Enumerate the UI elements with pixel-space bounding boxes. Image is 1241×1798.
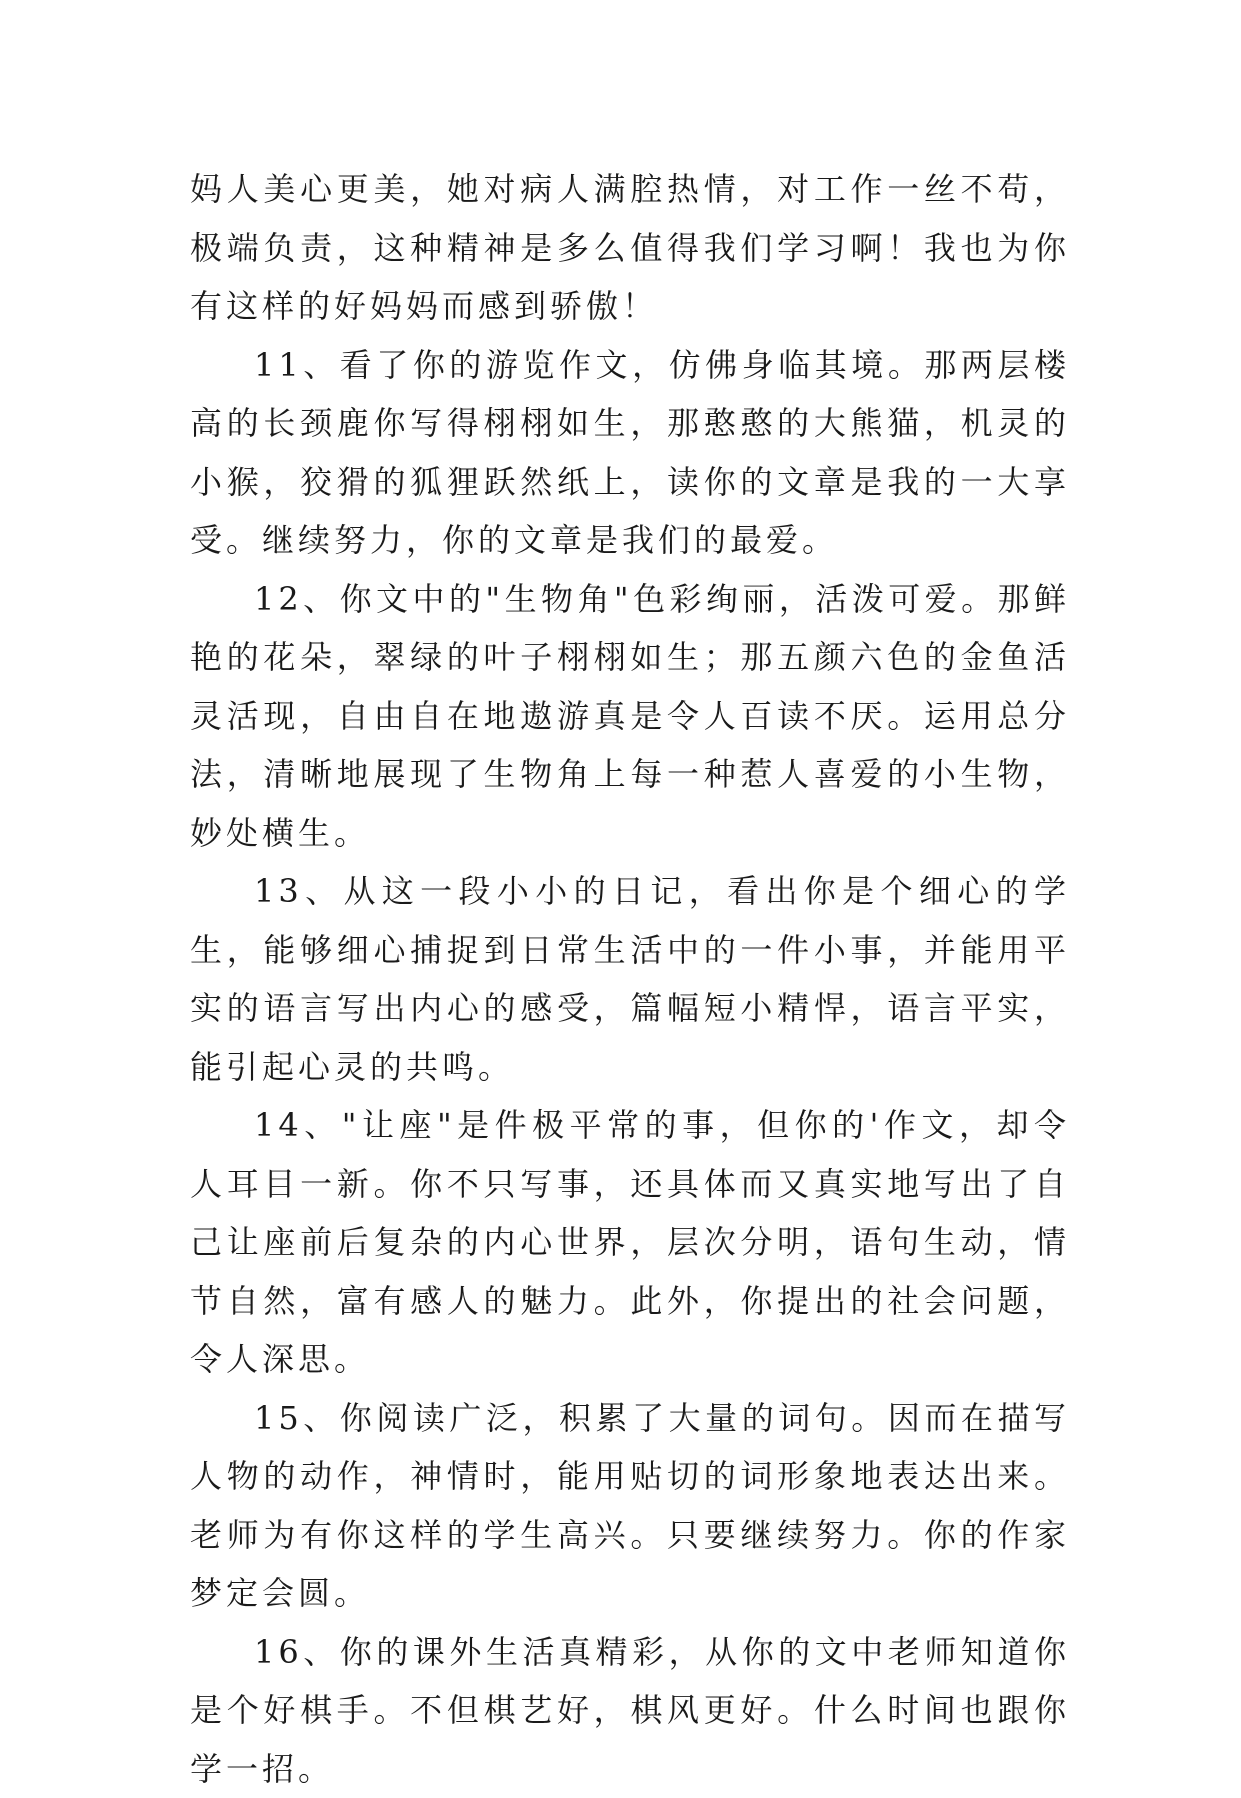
paragraph-comment-15: 15、你阅读广泛，积累了大量的词句。因而在描写人物的动作，神情时，能用贴切的词形象地表达出来。老师为有你这样的学生高兴。只要继续努力。你的作家梦定会圆。 (190, 1389, 1070, 1623)
paragraph-continuation: 妈人美心更美，她对病人满腔热情，对工作一丝不苟，极端负责，这种精神是多么值得我们学习啊！我也为你有这样的好妈妈而感到骄傲！ (190, 160, 1070, 336)
paragraph-comment-13: 13、从这一段小小的日记，看出你是个细心的学生，能够细心捕捉到日常生活中的一件小事，并能用平实的语言写出内心的感受，篇幅短小精悍，语言平实，能引起心灵的共鸣。 (190, 862, 1070, 1096)
document-body (190, 160, 1070, 1798)
paragraph-comment-12: 12、你文中的"生物角"色彩绚丽，活泼可爱。那鲜艳的花朵，翠绿的叶子栩栩如生；那五颜六色的金鱼活灵活现，自由自在地遨游真是令人百读不厌。运用总分法，清晰地展现了生物角上每一种惹人喜爱的小生物，妙处横生。 (190, 570, 1070, 863)
paragraph-comment-14: 14、"让座"是件极平常的事，但你的'作文，却令人耳目一新。你不只写事，还具体而又真实地写出了自己让座前后复杂的内心世界，层次分明，语句生动，情节自然，富有感人的魅力。此外，你提出的社会问题，令人深思。 (190, 1096, 1070, 1389)
paragraph-comment-11: 11、看了你的游览作文，仿佛身临其境。那两层楼高的长颈鹿你写得栩栩如生，那憨憨的大熊猫，机灵的小猴，狡猾的狐狸跃然纸上，读你的文章是我的一大享受。继续努力，你的文章是我们的最爱。 (190, 336, 1070, 570)
paragraph-comment-16: 16、你的课外生活真精彩，从你的文中老师知道你是个好棋手。不但棋艺好，棋风更好。什么时间也跟你学一招。 (190, 1623, 1070, 1798)
